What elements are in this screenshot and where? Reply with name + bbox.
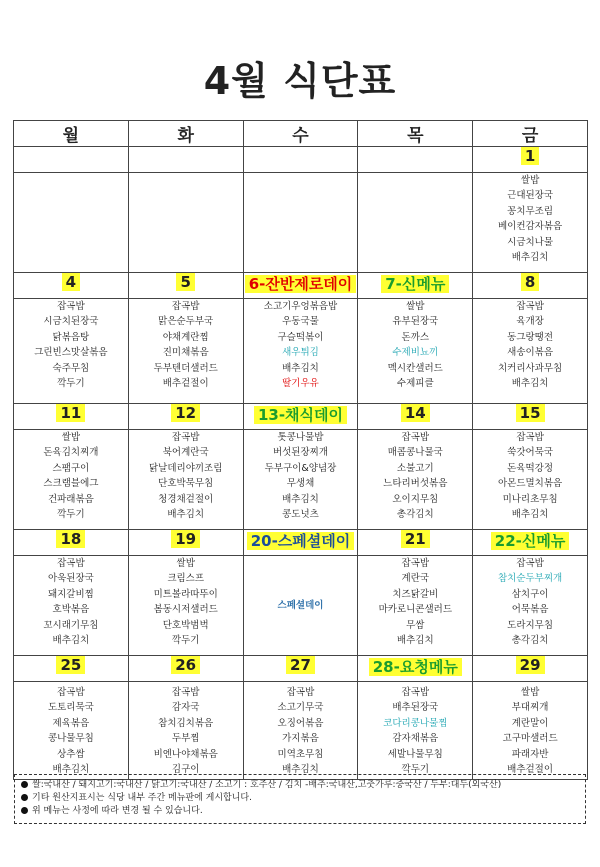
menu-item: 꽁치무조림 bbox=[507, 205, 554, 217]
menu-cell bbox=[473, 682, 588, 780]
menu-item: 돈까스 bbox=[401, 331, 430, 343]
menu-item: 잡곡밥 bbox=[401, 432, 430, 443]
menu-item: 버섯된장찌개 bbox=[272, 447, 329, 459]
date-label: 11 bbox=[56, 404, 85, 422]
menu-item: 잡곡밥 bbox=[171, 687, 200, 698]
date-label: 6-잔반제로데이 bbox=[245, 275, 357, 293]
menu-cell bbox=[358, 299, 473, 404]
date-label: 21 bbox=[401, 530, 430, 548]
menu-item: 아욱된장국 bbox=[47, 573, 94, 585]
menu-item: 고구마샐러드 bbox=[502, 733, 558, 745]
menu-item: 깍두기 bbox=[401, 764, 430, 776]
date-cell bbox=[473, 273, 588, 299]
menu-item: 톳콩나물밥 bbox=[277, 432, 324, 443]
menu-item: 느타리버섯볶음 bbox=[383, 478, 448, 490]
menu-item: 구슬떡볶이 bbox=[277, 331, 324, 343]
menu-item: 잡곡밥 bbox=[286, 687, 315, 698]
menu-cell bbox=[358, 682, 473, 780]
menu-item: 근대된장국 bbox=[507, 190, 554, 202]
weekday-header-row bbox=[14, 121, 588, 147]
menu-item: 무쌈 bbox=[406, 619, 425, 631]
menu-calendar bbox=[13, 120, 588, 780]
menu-item: 배추김치 bbox=[52, 764, 90, 776]
date-cell bbox=[358, 530, 473, 556]
bullet-icon bbox=[21, 794, 28, 801]
menu-item: 숙주무침 bbox=[52, 362, 90, 374]
menu-cell bbox=[358, 556, 473, 656]
menu-item: 딸기우유 bbox=[282, 378, 319, 390]
menu-item: 크림스프 bbox=[167, 573, 205, 585]
menu-item: 파래자반 bbox=[511, 748, 549, 760]
menu-cell bbox=[14, 682, 129, 780]
date-row bbox=[14, 530, 588, 556]
menu-item: 새우튀김 bbox=[282, 347, 319, 359]
menu-item: 잡곡밥 bbox=[516, 558, 544, 569]
date-cell bbox=[243, 656, 358, 682]
menu-cell bbox=[473, 430, 588, 530]
menu-item: 무생채 bbox=[286, 478, 315, 490]
menu-item: 육개장 bbox=[516, 316, 544, 328]
empty-date-cell bbox=[358, 147, 473, 173]
menu-item: 베이컨감자볶음 bbox=[497, 221, 563, 233]
menu-item: 스크램블에그 bbox=[43, 478, 99, 490]
date-cell bbox=[243, 530, 358, 556]
date-label: 12 bbox=[171, 404, 200, 422]
menu-item: 새송이볶음 bbox=[507, 347, 554, 359]
menu-item: 배추김치 bbox=[511, 378, 549, 390]
menu-item: 미역초무침 bbox=[277, 748, 324, 760]
menu-item: 배추김치 bbox=[282, 493, 319, 505]
menu-item: 총각김치 bbox=[511, 635, 549, 647]
note-line bbox=[21, 779, 579, 792]
bullet-icon bbox=[21, 781, 28, 788]
menu-item: 진미채볶음 bbox=[162, 347, 209, 359]
menu-item: 유부된장국 bbox=[392, 316, 439, 328]
page-title: 4월 식단표 bbox=[203, 59, 397, 103]
note-origin-display: 기타 원산지표시는 식당 내부 주간 메뉴판에 게시합니다. bbox=[32, 793, 252, 803]
menu-item: 두부찜 bbox=[171, 733, 200, 745]
date-row bbox=[14, 147, 588, 173]
menu-item: 오이지무침 bbox=[392, 493, 439, 505]
menu-cell bbox=[473, 299, 588, 404]
menu-cell bbox=[243, 430, 358, 530]
menu-item: 소불고기 bbox=[396, 462, 434, 474]
menu-item: 총각김치 bbox=[396, 509, 434, 521]
menu-item: 콩나물무침 bbox=[47, 733, 94, 745]
menu-item: 꼬시래기무침 bbox=[43, 619, 99, 631]
empty-menu-cell bbox=[243, 173, 358, 273]
menu-item: 참치김치볶음 bbox=[158, 717, 214, 729]
note-line bbox=[21, 805, 579, 818]
date-label: 7-신메뉴 bbox=[381, 275, 449, 293]
menu-item: 잡곡밥 bbox=[171, 432, 200, 443]
menu-cell bbox=[358, 430, 473, 530]
menu-item: 야채계란찜 bbox=[162, 331, 209, 343]
date-label: 28-요청메뉴 bbox=[369, 658, 462, 676]
menu-item: 북어계란국 bbox=[162, 447, 209, 459]
date-cell bbox=[14, 273, 129, 299]
menu-item: 쌀밥 bbox=[406, 301, 425, 312]
menu-cell bbox=[128, 430, 243, 530]
menu-item: 매콤콩나물국 bbox=[387, 447, 443, 459]
date-row bbox=[14, 404, 588, 430]
menu-item: 청경채겉절이 bbox=[158, 493, 214, 505]
menu-item: 잡곡밥 bbox=[516, 432, 544, 443]
menu-item: 배추김치 bbox=[52, 635, 90, 647]
menu-cell bbox=[243, 556, 358, 656]
menu-row bbox=[14, 430, 588, 530]
menu-item: 닭날데리야끼조림 bbox=[148, 462, 223, 474]
empty-date-cell bbox=[128, 147, 243, 173]
menu-item: 깍두기 bbox=[57, 509, 85, 521]
menu-item: 호박볶음 bbox=[52, 604, 90, 616]
menu-item: 깍두기 bbox=[57, 378, 85, 390]
menu-item: 스팸구이 bbox=[52, 462, 90, 474]
menu-item: 잡곡밥 bbox=[401, 558, 430, 569]
menu-item: 멕시칸샐러드 bbox=[387, 362, 443, 374]
date-label: 1 bbox=[521, 147, 539, 165]
date-label: 29 bbox=[516, 656, 545, 674]
menu-item: 미트볼라따뚜이 bbox=[153, 588, 218, 600]
date-cell bbox=[128, 656, 243, 682]
menu-item: 배추겉절이 bbox=[162, 378, 209, 390]
menu-item: 제육볶음 bbox=[52, 717, 90, 729]
menu-row bbox=[14, 299, 588, 404]
menu-item: 수제비뇨끼 bbox=[392, 347, 439, 359]
empty-menu-cell bbox=[358, 173, 473, 273]
date-label: 4 bbox=[62, 273, 80, 291]
menu-row bbox=[14, 682, 588, 780]
menu-cell bbox=[243, 299, 358, 404]
menu-item: 잡곡밥 bbox=[57, 558, 85, 569]
menu-item: 상추쌈 bbox=[57, 748, 85, 760]
date-cell bbox=[128, 273, 243, 299]
date-cell bbox=[473, 404, 588, 430]
menu-item: 수제피클 bbox=[396, 378, 434, 390]
menu-item: 도라지무침 bbox=[507, 619, 554, 631]
empty-menu-cell bbox=[128, 173, 243, 273]
menu-item: 시금치된장국 bbox=[43, 316, 99, 328]
date-cell bbox=[473, 656, 588, 682]
weekday-mon: 월 bbox=[14, 121, 129, 147]
menu-item: 세발나물무침 bbox=[387, 748, 443, 760]
menu-item: 돈육김치찌개 bbox=[43, 447, 99, 459]
date-label: 18 bbox=[56, 530, 85, 548]
menu-item: 잡곡밥 bbox=[57, 301, 85, 312]
menu-item: 도토리묵국 bbox=[47, 702, 94, 714]
menu-item: 쑥갓어묵국 bbox=[507, 447, 554, 459]
bullet-icon bbox=[21, 807, 28, 814]
menu-item: 우동국물 bbox=[282, 316, 319, 328]
menu-item: 배추김치 bbox=[282, 764, 319, 776]
menu-item: 쌀밥 bbox=[520, 175, 540, 186]
date-cell bbox=[473, 530, 588, 556]
menu-item: 콩도넛츠 bbox=[282, 509, 319, 521]
menu-item: 맑은순두부국 bbox=[158, 316, 214, 328]
date-row bbox=[14, 656, 588, 682]
date-label: 19 bbox=[171, 530, 200, 548]
menu-item: 시금치나물 bbox=[507, 236, 554, 248]
date-label: 26 bbox=[171, 656, 200, 674]
date-label: 8 bbox=[521, 273, 539, 291]
menu-item: 건파래볶음 bbox=[47, 493, 94, 505]
menu-item: 쌀밥 bbox=[520, 687, 540, 698]
menu-item: 계란국 bbox=[401, 573, 430, 585]
menu-item: 부대찌개 bbox=[511, 702, 549, 714]
menu-cell bbox=[14, 430, 129, 530]
menu-item: 삼치구이 bbox=[511, 588, 549, 600]
menu-cell bbox=[14, 299, 129, 404]
menu-item: 닭볶음탕 bbox=[52, 331, 90, 343]
menu-item: 배추된장국 bbox=[392, 702, 439, 714]
note-menu-change: 위 메뉴는 사정에 따라 변경 될 수 있습니다. bbox=[32, 806, 203, 816]
date-label: 14 bbox=[401, 404, 430, 422]
menu-item: 잡곡밥 bbox=[401, 687, 430, 698]
menu-item: 감자채볶음 bbox=[392, 733, 439, 745]
date-label: 15 bbox=[516, 404, 545, 422]
menu-item: 김구이 bbox=[171, 764, 200, 776]
menu-row bbox=[14, 173, 588, 273]
menu-item: 가지볶음 bbox=[282, 733, 319, 745]
menu-item: 깍두기 bbox=[171, 635, 200, 647]
date-label: 13-채식데이 bbox=[254, 406, 347, 424]
menu-item: 오징어볶음 bbox=[277, 717, 324, 729]
notes-box bbox=[14, 774, 586, 824]
menu-item: 미나리초무침 bbox=[502, 493, 558, 505]
note-origin: 쌀:국내산 / 돼지고기:국내산 / 닭고기:국내산 / 소고기 : 호주산 / 김치 -배추:국내산,고춧가루:중국산 / 두부:대두(외국산) bbox=[32, 780, 502, 790]
menu-item: 소고기무국 bbox=[277, 702, 324, 714]
menu-item: 돈육떡강정 bbox=[507, 462, 554, 474]
menu-cell bbox=[128, 299, 243, 404]
menu-item: 배추김치 bbox=[167, 509, 205, 521]
empty-date-cell bbox=[14, 147, 129, 173]
menu-item: 치커리사과무침 bbox=[497, 362, 563, 374]
date-cell bbox=[358, 404, 473, 430]
menu-cell bbox=[128, 556, 243, 656]
menu-cell bbox=[473, 173, 588, 273]
date-cell bbox=[473, 147, 588, 173]
menu-item: 계란말이 bbox=[511, 717, 549, 729]
menu-item: 두부구이&양념장 bbox=[264, 462, 337, 474]
date-label: 25 bbox=[56, 656, 85, 674]
weekday-wed: 수 bbox=[243, 121, 358, 147]
date-cell bbox=[128, 404, 243, 430]
note-line bbox=[21, 792, 579, 805]
date-cell bbox=[14, 530, 129, 556]
empty-menu-cell bbox=[14, 173, 129, 273]
menu-item: 동그랑땡전 bbox=[507, 331, 554, 343]
date-cell bbox=[358, 656, 473, 682]
menu-item: 참치순두부찌개 bbox=[497, 573, 563, 585]
menu-item: 치즈닭갈비 bbox=[392, 588, 439, 600]
weekday-tue: 화 bbox=[128, 121, 243, 147]
menu-item: 돼지갈비찜 bbox=[47, 588, 94, 600]
menu-row bbox=[14, 556, 588, 656]
weekday-thu: 목 bbox=[358, 121, 473, 147]
menu-item: 잡곡밥 bbox=[171, 301, 200, 312]
date-label: 22-신메뉴 bbox=[491, 532, 570, 550]
date-cell bbox=[14, 656, 129, 682]
menu-cell bbox=[243, 682, 358, 780]
date-cell bbox=[14, 404, 129, 430]
menu-item: 쌀밥 bbox=[176, 558, 195, 569]
weekday-fri: 금 bbox=[473, 121, 588, 147]
menu-item: 잡곡밥 bbox=[57, 687, 85, 698]
menu-cell bbox=[128, 682, 243, 780]
date-cell bbox=[243, 404, 358, 430]
date-label: 20-스페셜데이 bbox=[247, 532, 355, 550]
menu-item: 배추김치 bbox=[511, 509, 549, 521]
menu-cell bbox=[14, 556, 129, 656]
empty-date-cell bbox=[243, 147, 358, 173]
menu-item: 감자국 bbox=[171, 702, 200, 714]
menu-item: 코다리콩나물찜 bbox=[383, 717, 448, 729]
menu-item: 두부텐더샐러드 bbox=[153, 362, 218, 374]
menu-item: 그린빈스맛살볶음 bbox=[34, 347, 108, 359]
menu-item: 스페셜데이 bbox=[277, 599, 324, 611]
menu-item: 잡곡밥 bbox=[516, 301, 544, 312]
menu-item: 배추김치 bbox=[396, 635, 434, 647]
menu-item: 아몬드멸치볶음 bbox=[497, 478, 563, 490]
menu-item: 쌀밥 bbox=[61, 432, 81, 443]
menu-item: 비엔나야채볶음 bbox=[153, 748, 218, 760]
menu-item: 단호박묵무침 bbox=[158, 478, 214, 490]
menu-item: 배추겉절이 bbox=[507, 764, 554, 776]
date-row bbox=[14, 273, 588, 299]
menu-cell bbox=[473, 556, 588, 656]
date-label: 27 bbox=[286, 656, 315, 674]
date-cell bbox=[243, 273, 358, 299]
menu-item: 배추김치 bbox=[511, 252, 549, 264]
menu-item: 배추김치 bbox=[282, 362, 319, 374]
date-label: 5 bbox=[176, 273, 194, 291]
menu-item: 단호박범벅 bbox=[162, 619, 209, 631]
menu-item: 어묵볶음 bbox=[511, 604, 549, 616]
menu-item: 소고기우엉볶음밥 bbox=[263, 301, 338, 312]
menu-item: 마카로니콘샐러드 bbox=[378, 604, 452, 616]
date-cell bbox=[128, 530, 243, 556]
date-cell bbox=[358, 273, 473, 299]
menu-item: 봄동시저샐러드 bbox=[153, 604, 218, 616]
